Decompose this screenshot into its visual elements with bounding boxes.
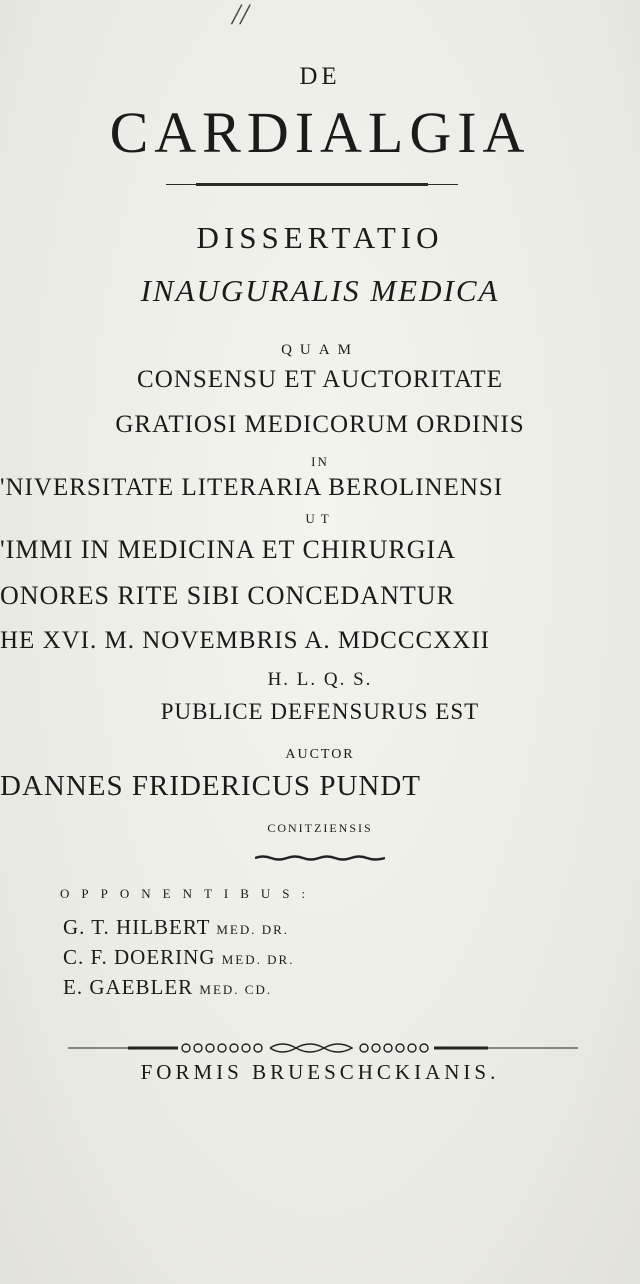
- printer-imprint: FORMIS BRUESCHCKIANIS.: [140, 1060, 500, 1084]
- university-line: 'NIVERSITATE LITERARIA BEROLINENSI: [0, 474, 504, 501]
- opponent-title: MED. DR.: [221, 952, 295, 967]
- publice-line: PUBLICE DEFENSURUS EST: [160, 699, 480, 724]
- ut-line: UT: [305, 511, 335, 526]
- dissertation-subheading: INAUGURALIS MEDICA: [140, 273, 500, 308]
- opponent-row: [63, 947, 623, 968]
- quam-line: QUAM: [281, 342, 359, 358]
- gratiosi-line: GRATIOSI MEDICORUM ORDINIS: [115, 411, 525, 438]
- handwritten-mark: //: [232, 0, 249, 31]
- opponent-name: G. T. HILBERT: [63, 915, 211, 939]
- consensu-line: CONSENSU ET AUCTORITATE: [137, 366, 503, 393]
- author-name: DANNES FRIDERICUS PUNDT: [0, 770, 421, 802]
- opponent-name: E. GAEBLER: [63, 975, 194, 999]
- date-line: HE XVI. M. NOVEMBRIS A. MDCCCXXII: [0, 627, 490, 654]
- opponent-row: [63, 917, 623, 938]
- wavy-divider-rule: [255, 855, 385, 861]
- main-title: CARDIALGIA: [109, 100, 531, 165]
- title-prefix: DE: [299, 63, 341, 90]
- summi-line: 'IMMI IN MEDICINA ET CHIRURGIA: [0, 535, 456, 564]
- in-line: IN: [311, 454, 329, 469]
- opponent-name: C. F. DOERING: [63, 945, 216, 969]
- ornamental-rule: [68, 1040, 578, 1056]
- hlqs-line: H. L. Q. S.: [267, 669, 373, 690]
- opponent-title: MED. DR.: [216, 922, 290, 937]
- opponent-row: [63, 977, 623, 998]
- author-origin: CONITZIENSIS: [267, 821, 373, 835]
- opponents-label: OPPONENTIBUS:: [60, 886, 318, 901]
- opponent-title: MED. CD.: [199, 982, 273, 997]
- dissertation-heading: DISSERTATIO: [196, 220, 444, 255]
- author-label: AUCTOR: [285, 747, 355, 762]
- honores-line: ONORES RITE SIBI CONCEDANTUR: [0, 581, 455, 610]
- title-divider-rule: [196, 183, 428, 186]
